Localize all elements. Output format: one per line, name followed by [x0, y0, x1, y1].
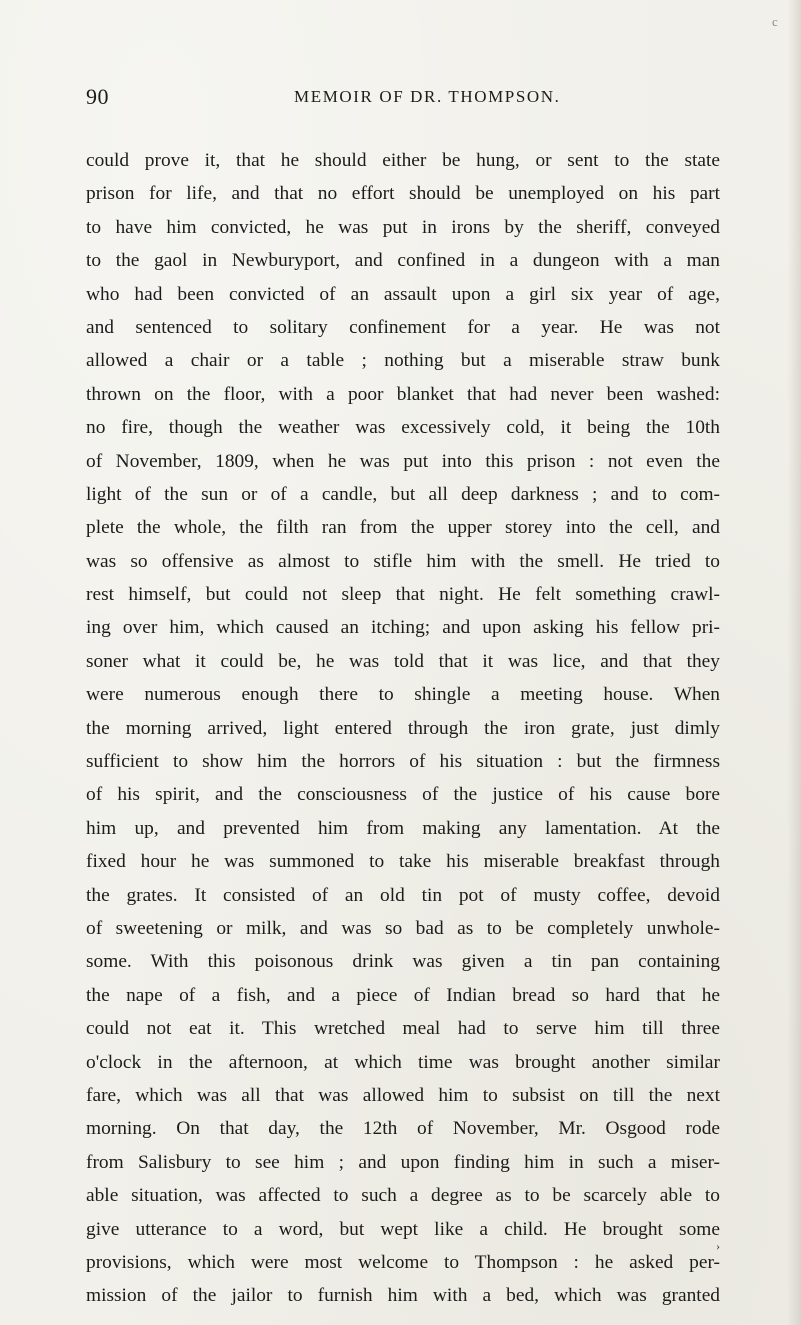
- text-line: the grates. It consisted of an old tin pot of musty coffee, devoid: [86, 884, 720, 906]
- text-line: were numerous enough there to shingle a meeting house. When: [86, 684, 720, 706]
- text-line: light of the sun or of a candle, but all deep darkness ; and to com-: [86, 483, 720, 505]
- text-line: of November, 1809, when he was put into this prison : not even the: [86, 450, 720, 472]
- page-number: 90: [86, 84, 109, 109]
- text-line: him up, and prevented him from making any lamentation. At the: [86, 817, 720, 839]
- text-line: some. With this poisonous drink was given a tin pan containing: [86, 951, 720, 973]
- text-line: fare, which was all that was allowed him to subsist on till the next: [86, 1084, 720, 1106]
- body-text: [86, 144, 720, 1313]
- text-line: rest himself, but could not sleep that night. He felt something crawl-: [86, 584, 720, 606]
- running-head: [86, 84, 720, 114]
- text-line: and sentenced to solitary confinement for a year. He was not: [86, 316, 720, 338]
- text-line: the nape of a fish, and a piece of Indian bread so hard that he: [86, 984, 720, 1006]
- text-line: to the gaol in Newburyport, and confined in a dungeon with a man: [86, 250, 720, 272]
- text-line: mission of the jailor to furnish him with a bed, which was granted: [86, 1285, 720, 1307]
- text-line: of sweetening or milk, and was so bad as to be completely unwhole-: [86, 917, 720, 939]
- text-line: give utterance to a word, but wept like a child. He brought some: [86, 1218, 720, 1240]
- text-line: who had been convicted of an assault upon a girl six year of age,: [86, 283, 720, 305]
- text-line: could prove it, that he should either be hung, or sent to the state: [86, 150, 720, 171]
- text-line: from Salisbury to see him ; and upon finding him in such a miser-: [86, 1151, 720, 1173]
- page-edge-shadow: [787, 0, 801, 1325]
- text-line: was so offensive as almost to stifle him with the smell. He tried to: [86, 550, 720, 572]
- text-line: the morning arrived, light entered through the iron grate, just dimly: [86, 717, 720, 739]
- text-line: thrown on the floor, with a poor blanket that had never been washed:: [86, 383, 720, 405]
- text-line: provisions, which were most welcome to Thompson : he asked per-: [86, 1251, 720, 1273]
- text-line: plete the whole, the filth ran from the upper storey into the cell, and: [86, 517, 720, 539]
- text-line: sufficient to show him the horrors of his situation : but the firmness: [86, 751, 720, 773]
- text-line: no fire, though the weather was excessively cold, it being the 10th: [86, 417, 720, 439]
- running-title: MEMOIR OF DR. THOMPSON.: [294, 87, 561, 106]
- text-line: soner what it could be, he was told that it was lice, and that they: [86, 650, 720, 672]
- text-line: o'clock in the afternoon, at which time was brought another similar: [86, 1051, 720, 1073]
- text-line: allowed a chair or a table ; nothing but a miserable straw bunk: [86, 350, 720, 372]
- stray-mark-top: c: [772, 14, 778, 29]
- stray-mark-bottom: ›: [716, 1239, 720, 1253]
- text-line: ing over him, which caused an itching; and upon asking his fellow pri-: [86, 617, 720, 639]
- text-line: prison for life, and that no effort should be unemployed on his part: [86, 183, 720, 205]
- text-line: morning. On that day, the 12th of November, Mr. Osgood rode: [86, 1118, 720, 1140]
- text-line: fixed hour he was summoned to take his miserable breakfast through: [86, 851, 720, 873]
- text-line: could not eat it. This wretched meal had to serve him till three: [86, 1018, 720, 1040]
- text-line: able situation, was affected to such a degree as to be scarcely able to: [86, 1185, 720, 1207]
- text-line: to have him convicted, he was put in irons by the sheriff, conveyed: [86, 216, 720, 238]
- text-line: of his spirit, and the consciousness of the justice of his cause bore: [86, 784, 720, 806]
